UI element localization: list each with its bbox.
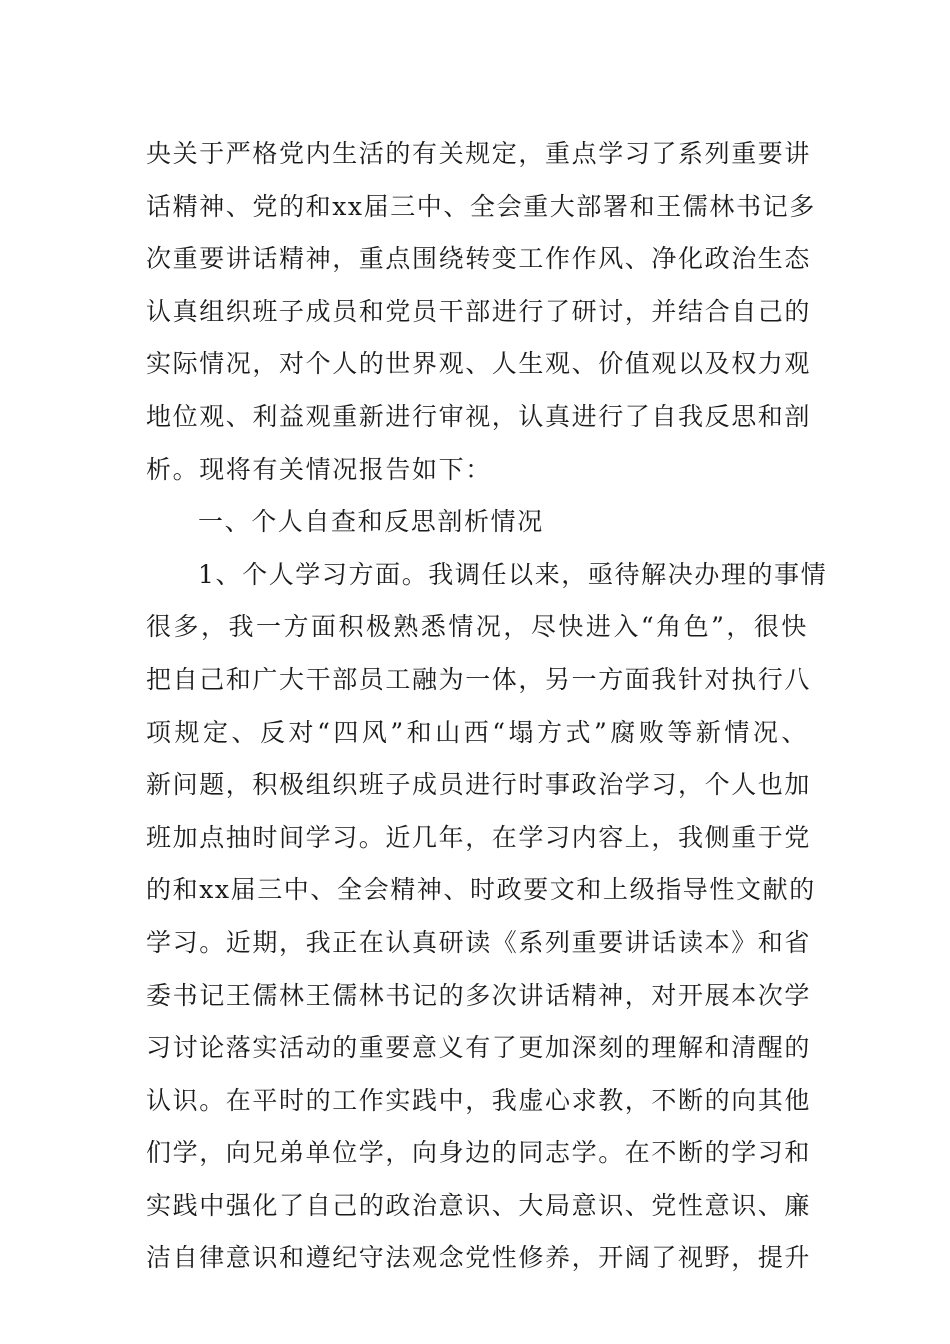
- text-line: 话精神、党的和xx届三中、全会重大部署和王儒林书记多: [146, 191, 816, 221]
- text-line: 委书记王儒林王儒林书记的多次讲话精神，对开展本次学: [146, 980, 812, 1010]
- text-line: 学习。近期，我正在认真研读《系列重要讲话读本》和省: [146, 927, 812, 957]
- text-line: 实践中强化了自己的政治意识、大局意识、党性意识、廉: [146, 1190, 812, 1220]
- text-line: 次重要讲话精神，重点围绕转变工作作风、净化政治生态: [146, 244, 812, 274]
- text-line: 习讨论落实活动的重要意义有了更加深刻的理解和清醒的: [146, 1033, 812, 1063]
- text-line: 1、个人学习方面。我调任以来，亟待解决办理的事情: [198, 559, 828, 589]
- text-line: 地位观、利益观重新进行审视，认真进行了自我反思和剖: [146, 401, 812, 431]
- text-line: 班加点抽时间学习。近几年，在学习内容上，我侧重于党: [146, 822, 812, 852]
- text-line: 认真组织班子成员和党员干部进行了研讨，并结合自己的: [146, 296, 812, 326]
- text-line: 析。现将有关情况报告如下：: [146, 454, 492, 484]
- body-text: [146, 128, 828, 1285]
- text-line: 实际情况，对个人的世界观、人生观、价值观以及权力观: [146, 349, 812, 379]
- text-line: 把自己和广大干部员工融为一体，另一方面我针对执行八: [146, 664, 812, 694]
- text-line: 认识。在平时的工作实践中，我虚心求教，不断的向其他: [146, 1085, 812, 1115]
- text-line: 央关于严格党内生活的有关规定，重点学习了系列重要讲: [146, 139, 812, 168]
- text-line: 项规定、反对“四风”和山西“塌方式”腐败等新情况、: [146, 717, 808, 747]
- section-heading: 一、个人自查和反思剖析情况: [198, 507, 544, 537]
- text-line: 们学，向兄弟单位学，向身边的同志学。在不断的学习和: [146, 1138, 812, 1168]
- text-line: 新问题，积极组织班子成员进行时事政治学习，个人也加: [146, 770, 812, 800]
- text-line: 洁自律意识和遵纪守法观念党性修养，开阔了视野，提升: [146, 1243, 812, 1273]
- text-line: 的和xx届三中、全会精神、时政要文和上级指导性文献的: [146, 875, 816, 905]
- text-line: 很多，我一方面积极熟悉情况，尽快进入“角色”，很快: [146, 612, 808, 642]
